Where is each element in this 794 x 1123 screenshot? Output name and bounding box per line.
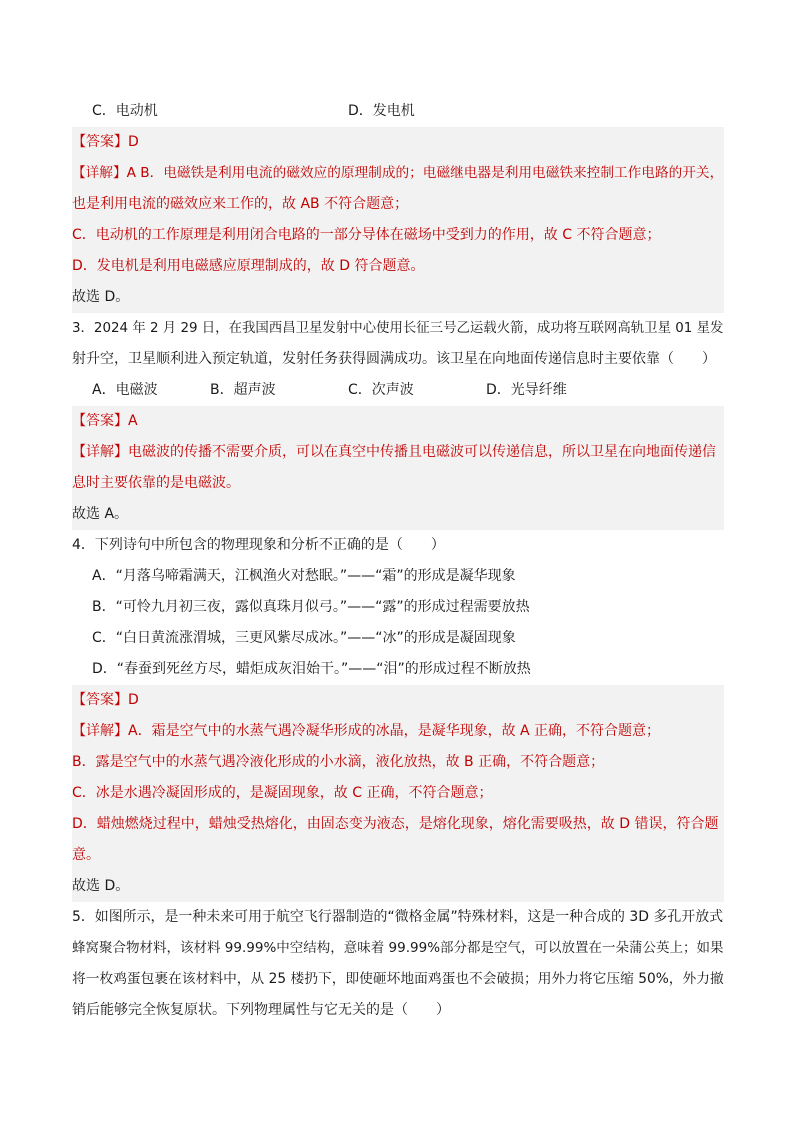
q2-option-c: C．电动机: [92, 103, 158, 119]
answer-tag: 【答案】: [72, 413, 128, 429]
q4-answer-block: [72, 685, 724, 902]
detail-line: B．露是空气中的水蒸气遇冷液化形成的小水滴，液化放热，故 B 正确，不符合题意；: [72, 754, 605, 770]
q5-stem-line: 将一枚鸡蛋包裹在该材料中，从 25 楼扔下，即使砸坏地面鸡蛋也不会破损；用外力将它压缩 50%，外力撤: [72, 971, 724, 987]
document-page: [72, 96, 724, 1026]
conclusion: 故选 A。: [72, 506, 129, 522]
detail-tag: 【详解】: [72, 723, 128, 739]
detail-line: C．冰是水遇冷凝固形成的，是凝固现象，故 C 正确，不符合题意；: [72, 785, 493, 801]
detail-line: C．电动机的工作原理是利用闭合电路的一部分导体在磁场中受到力的作用，故 C 不符合题意；: [72, 227, 661, 243]
detail-line: 电磁波的传播不需要介质，可以在真空中传播且电磁波可以传递信息，所以卫星在向地面传递信: [128, 444, 716, 460]
answer-value: D: [128, 692, 139, 708]
detail-line: 息时主要依靠的是电磁波。: [72, 475, 240, 491]
q4-option-c: C．“白日黄流涨渭城，三更风紫尽成冰。”——“冰”的形成是凝固现象: [92, 630, 516, 646]
detail-line: A B．电磁铁是利用电流的磁效应的原理制成的；电磁继电器是利用电磁铁来控制工作电路的开关，: [126, 165, 724, 181]
detail-line: A．霜是空气中的水蒸气遇冷凝华形成的冰晶，是凝华现象，故 A 正确，不符合题意；: [128, 723, 661, 739]
detail-line: 也是利用电流的磁效应来工作的，故 AB 不符合题意；: [72, 196, 409, 212]
q2-option-d: D．发电机: [348, 103, 415, 119]
q3-option-a: A．电磁波: [92, 382, 158, 398]
detail-line: 意。: [72, 847, 100, 863]
answer-tag: 【答案】: [72, 692, 128, 708]
q3-option-b: B．超声波: [210, 382, 276, 398]
answer-value: D: [128, 134, 139, 150]
q3-stem-line: 3．2024 年 2 月 29 日，在我国西昌卫星发射中心使用长征三号乙运载火箭，成功将互联网高轨卫星 01 星发: [72, 321, 724, 336]
detail-tag: 【详解】: [72, 165, 127, 181]
q3-option-d: D．光导纤维: [486, 382, 567, 398]
conclusion: 故选 D。: [72, 878, 130, 894]
q4-option-b: B．“可怜九月初三夜，露似真珠月似弓。”——“露”的形成过程需要放热: [92, 599, 530, 615]
conclusion: 故选 D。: [72, 289, 130, 305]
detail-line: D．蜡烛燃烧过程中，蜡烛受热熔化，由固态变为液态，是熔化现象，熔化需要吸热，故 D 错误，符合题: [72, 816, 719, 832]
q3-options-row: [72, 375, 724, 406]
q5-stem-line: 蜂窝聚合物材料，该材料 99.99%中空结构，意味着 99.99%部分都是空气，可以放置在一朵蒲公英上；如果: [72, 940, 724, 956]
q3-answer-block: [72, 406, 724, 530]
detail-line: D．发电机是利用电磁感应原理制成的，故 D 符合题意。: [72, 258, 425, 274]
q4-option-a: A．“月落乌啼霜满天，江枫渔火对愁眠。”——“霜”的形成是凝华现象: [92, 568, 516, 584]
q3-option-c: C．次声波: [348, 382, 414, 398]
q3-stem-line: 射升空，卫星顺利进入预定轨道，发射任务获得圆满成功。该卫星在向地面传递信息时主要依靠（ ）: [72, 351, 716, 367]
q5-stem-line: 销后能够完全恢复原状。下列物理属性与它无关的是（ ）: [72, 1002, 450, 1018]
q5-stem-line: 5．如图所示，是一种未来可用于航空飞行器制造的“微格金属”特殊材料，这是一种合成的 3D 多孔开放式: [72, 909, 724, 925]
q2-options-row: [72, 96, 724, 127]
q2-answer-block: [72, 127, 724, 313]
answer-value: A: [128, 413, 138, 429]
q4-option-d: D．“春蚕到死丝方尽，蜡炬成灰泪始干。”——“泪”的形成过程不断放热: [92, 661, 531, 677]
q4-stem: 4．下列诗句中所包含的物理现象和分析不正确的是（ ）: [72, 537, 445, 553]
answer-tag: 【答案】: [72, 134, 128, 150]
detail-tag: 【详解】: [72, 444, 128, 460]
